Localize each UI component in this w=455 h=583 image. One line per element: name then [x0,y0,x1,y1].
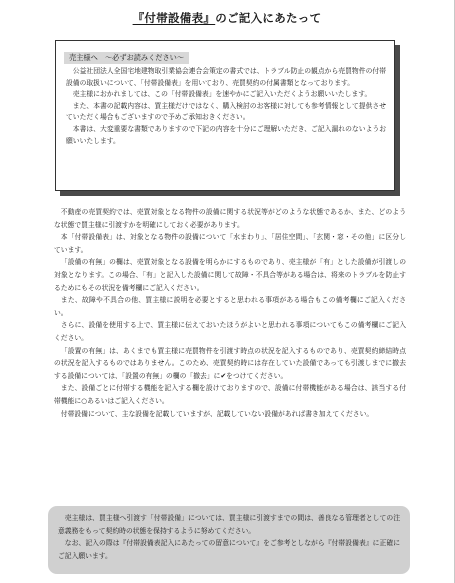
notice-paragraph: 本書は、大変重要な書類でありますので下記の内容を十分にご理解いただき、ご記入漏れのないようお願いいたします。 [66,124,386,145]
notice-header: 売主様へ ～必ずお読みください～ [64,52,189,64]
body-paragraph: 「設置の有無」は、あくまでも買主様に売買物件を引渡す時点の状況を記入するものであり、売買契約締結時点の状況を記入するものではありません。このため、売買契約時には存在していた設備であっても引渡しまでに撤去する設備については、「設置の有無」の欄の「撤去」に✔をつけてください。 [54,346,406,380]
body-text [54,206,406,420]
footer-note-box [48,506,410,574]
page-title-rest: のご記入にあたって [215,11,322,25]
footer-paragraph: 売主様は、買主様へ引渡す「付帯設備」については、買主様に引渡すまでの間は、善良なる管理者としての注意義務をもって契約時の状態を保持するように努めてください。 [58,514,400,535]
body-paragraph: 本「付帯設備表」は、対象となる物件の設備について「水まわり」、「居住空間」、「玄関・窓・その他」に区分しています。 [54,233,406,254]
notice-paragraph: 公益社団法人全国宅地建物取引業協会連合会策定の書式では、トラブル防止の観点から売買物件の付帯設備の取扱いについて、「付帯設備表」を用いており、売買契約の付属書類となっております。 [66,67,386,87]
body-paragraph: また、設備ごとに付帯する機能を記入する欄を設けておりますので、設備に付帯機能がある場合は、該当する付帯機能に○あるいはご記入ください。 [54,384,406,405]
footer-paragraph: なお、記入の際は『付帯設備表記入にあたっての留意について』をご参考としながら『付帯設備表』に正確にご記入願います。 [58,539,400,560]
notice-paragraph: 売主様におかれましては、この「付帯設備表」を速やかにご記入いただくようお願いいたします。 [72,90,372,99]
page-title-main: 『付帯設備表』 [132,11,216,25]
body-paragraph: 付帯設備について、主な設備を記載していますが、記載していない設備があれば書き加えてください。 [60,409,374,418]
body-paragraph: また、故障や不具合の他、買主様に説明を必要とすると思われる事項がある場合もこの備考欄にご記入ください。 [54,296,406,317]
notice-paragraph: また、本書の記載内容は、買主様だけではなく、購入検討のお客様に対しても参考情報として提供させていただく場合もございますので予めご承知おきください。 [66,101,386,122]
page-title [0,10,454,26]
body-paragraph: 不動産の売買契約では、売買対象となる物件の設備に関する状況等がどのような状態であるか、また、どのような状態で買主様に引渡すかを明確にしておく必要があります。 [54,208,406,229]
body-paragraph: 「設備の有無」の欄は、売買対象となる設備を明らかにするものであり、売主様が「有」とした設備が引渡しの対象となります。この場合、「有」と記入した設備に関して故障・不具合等がある場合は、将来のトラブルを防止するためにもその状況を備考欄にご記入ください。 [54,258,406,292]
notice-box [55,40,395,191]
body-paragraph: さらに、設備を使用する上で、買主様に伝えておいたほうがよいと思われる事項についてもこの備考欄にご記入ください。 [54,321,406,342]
